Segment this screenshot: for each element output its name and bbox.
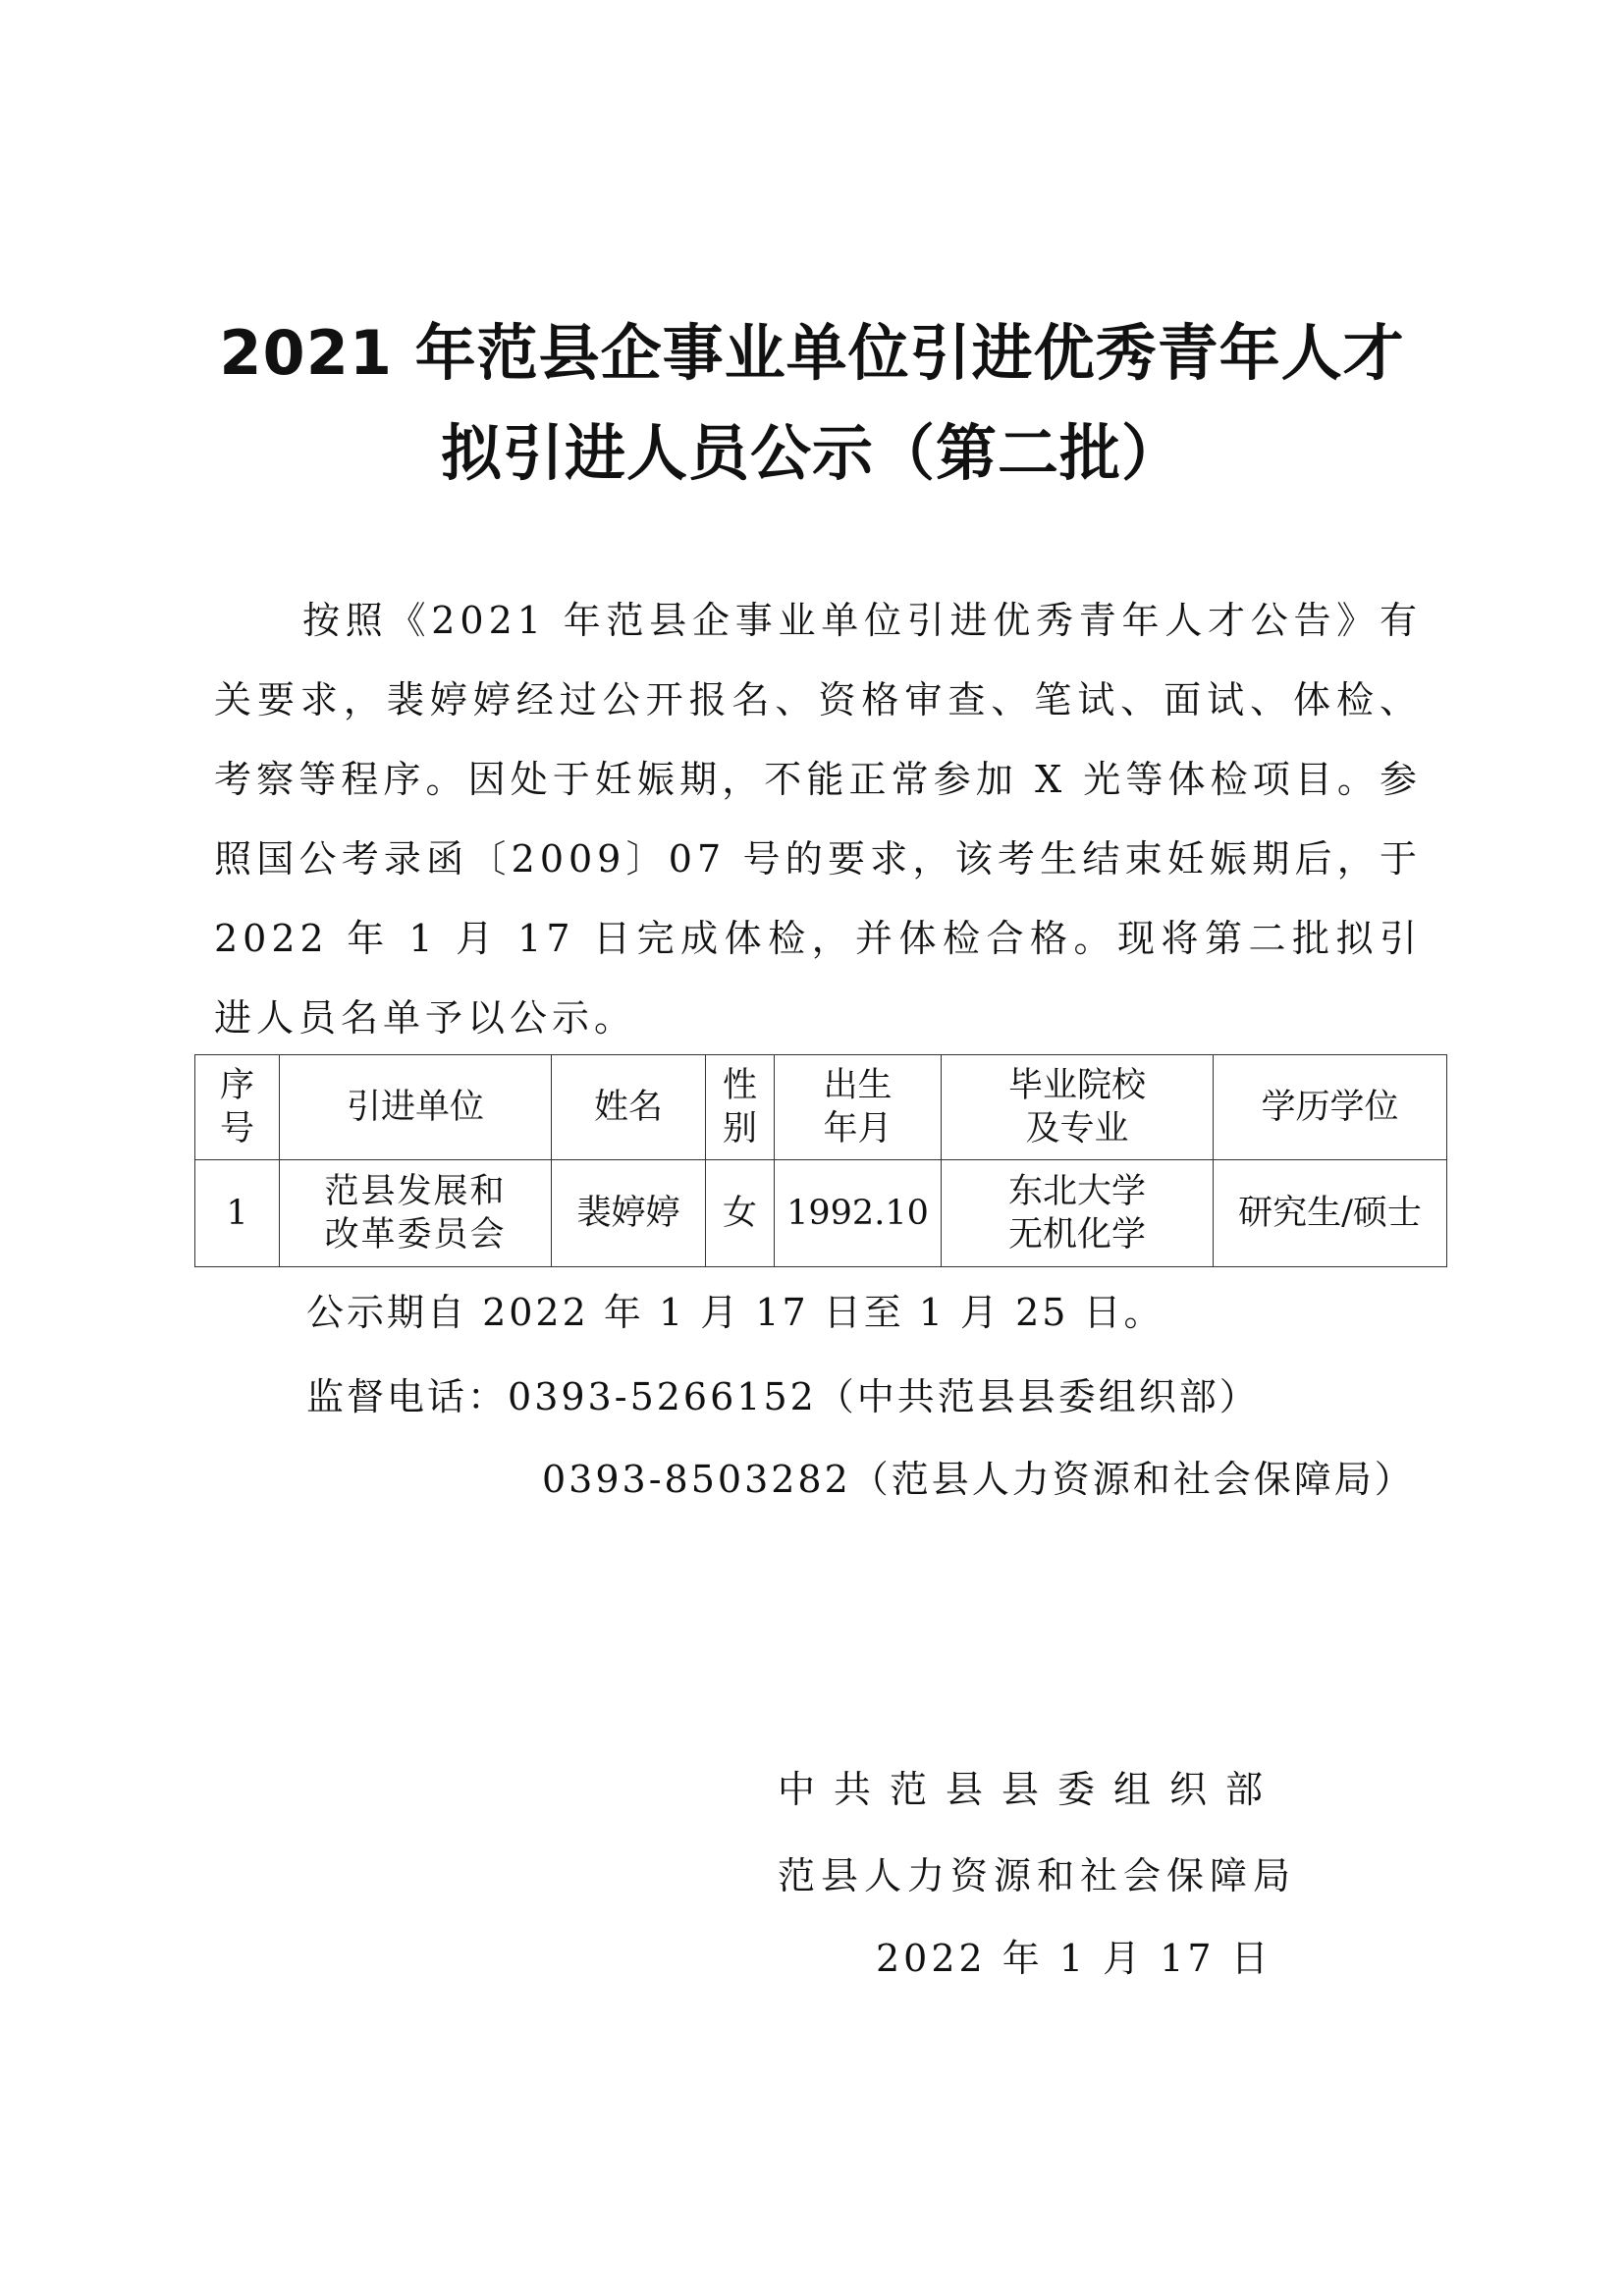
supervision-phone-line1 [306, 1372, 1260, 1421]
cell-name: 裴婷婷 [552, 1160, 706, 1267]
document-title-line1: 2021 年范县企事业单位引进优秀青年人才 [219, 317, 1405, 389]
notice-body: 按照《2021 年范县企事业单位引进优秀青年人才公告》有关要求，裴婷婷经过公开报名、资格审查、笔试、面试、体检、考察等程序。因处于妊娠期，不能正常参加 X 光等体检项目。参照国公考录函〔2009〕07 号的要求，该考生结束妊娠期后，于 2022 年 1 月 17 日完成体检，并体检合格。现将第二批拟引进人员名单予以公示。 [214, 599, 1422, 1040]
header-seq: 序号 [195, 1055, 280, 1160]
phone-label: 监督电话： [306, 1375, 509, 1418]
header-name: 姓名 [552, 1055, 706, 1160]
header-birth: 出生年月 [775, 1055, 942, 1160]
phone-number-1: 0393-5266152（中共范县县委组织部） [508, 1375, 1260, 1418]
roster-table [194, 1054, 1447, 1267]
header-unit: 引进单位 [280, 1055, 552, 1160]
table-header-row [195, 1055, 1447, 1160]
publicity-period: 公示期自 2022 年 1 月 17 日至 1 月 25 日。 [306, 1291, 1164, 1334]
cell-seq: 1 [195, 1160, 280, 1267]
cell-school: 东北大学无机化学 [942, 1160, 1214, 1267]
cell-gender: 女 [706, 1160, 775, 1267]
header-gender: 性别 [706, 1055, 775, 1160]
cell-unit: 范县发展和改革委员会 [280, 1160, 552, 1267]
document-title-line2: 拟引进人员公示（第二批） [440, 417, 1183, 489]
signature-org2: 范县人力资源和社会保障局 [778, 1854, 1297, 1897]
cell-birth: 1992.10 [775, 1160, 942, 1267]
supervision-phone-line2: 0393-8503282（范县人力资源和社会保障局） [542, 1458, 1415, 1501]
cell-degree: 研究生/硕士 [1214, 1160, 1447, 1267]
table-row [195, 1160, 1447, 1267]
signature-org1: 中共范县县委组织部 [778, 1768, 1282, 1811]
header-school: 毕业院校及专业 [942, 1055, 1214, 1160]
header-degree: 学历学位 [1214, 1055, 1447, 1160]
signature-date: 2022 年 1 月 17 日 [876, 1937, 1272, 1980]
